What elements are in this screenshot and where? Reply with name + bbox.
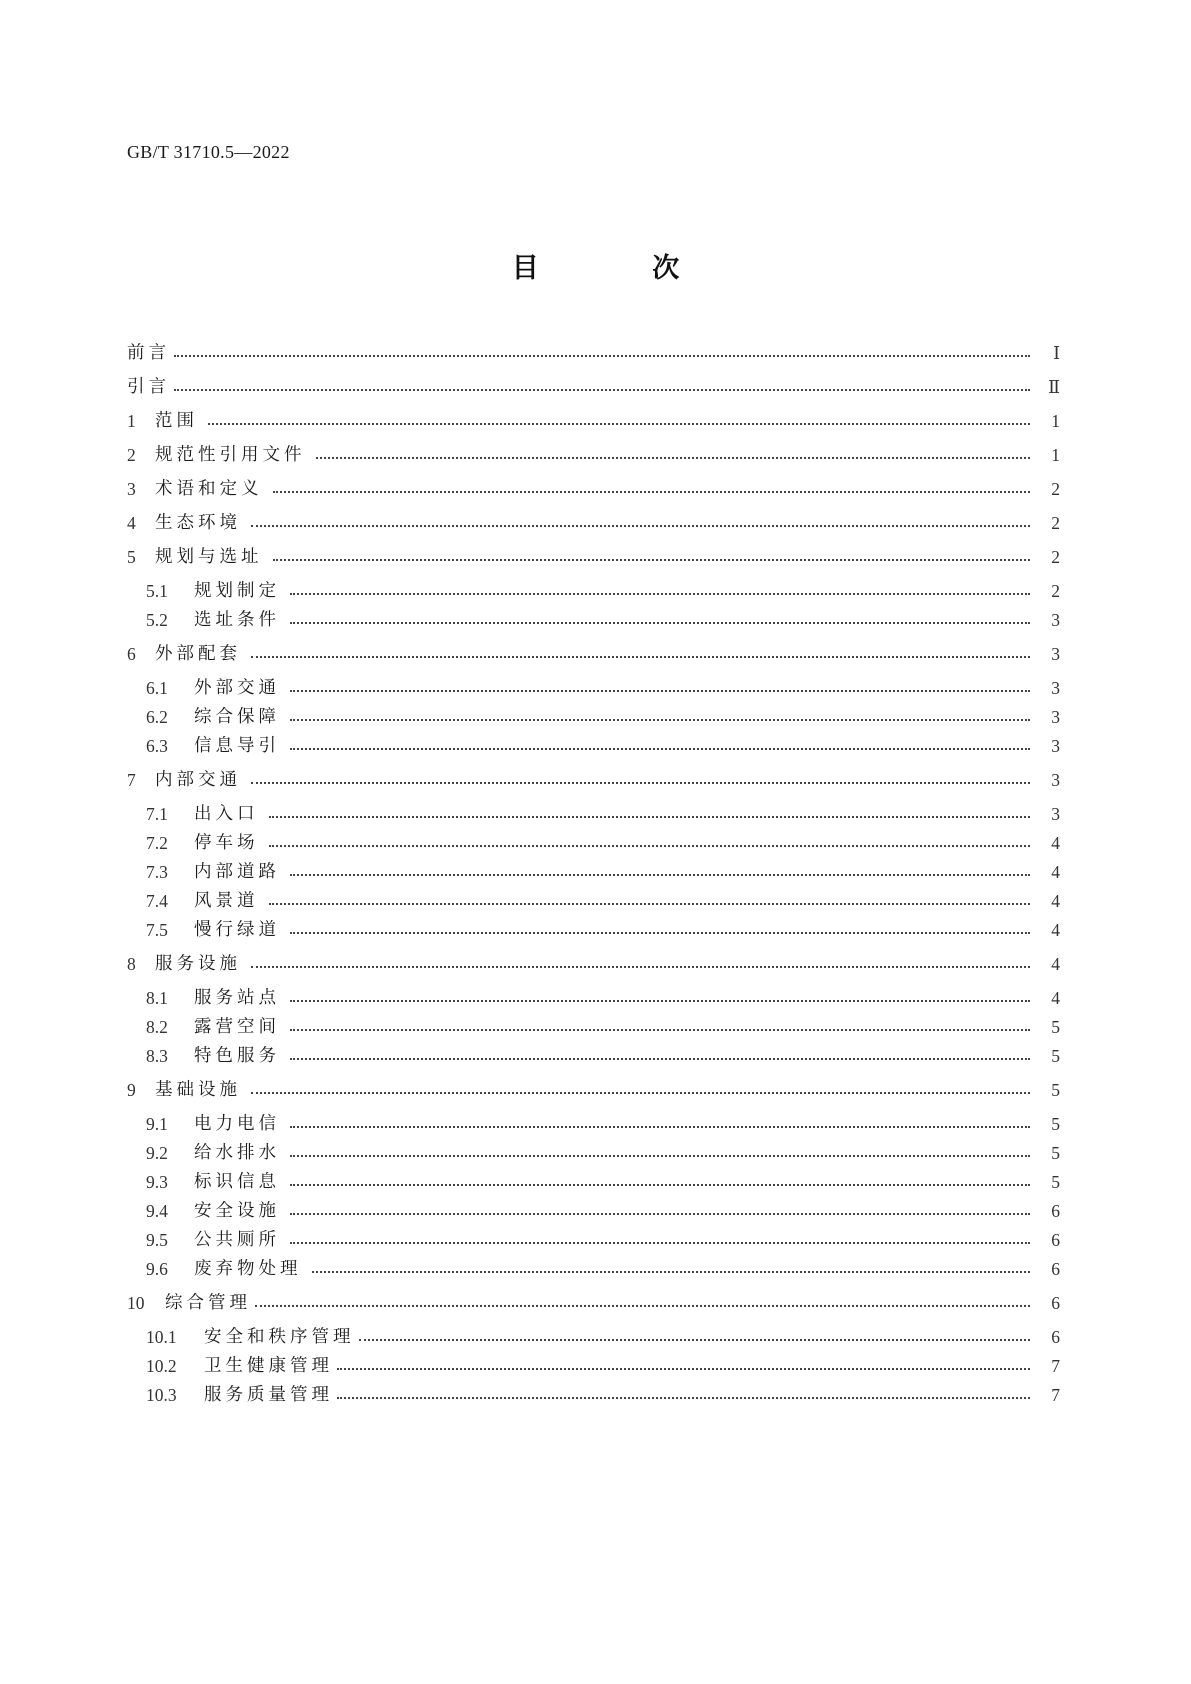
toc-entry-5[interactable] <box>127 544 1060 570</box>
toc-entry-number: 7.5 <box>146 920 168 940</box>
toc-page-number: 1 <box>1051 411 1060 431</box>
dot-leader <box>337 1382 1030 1408</box>
toc-page-number: 6 <box>1051 1230 1060 1250</box>
toc-page-number: 4 <box>1051 988 1060 1008</box>
dot-leader <box>290 917 1030 943</box>
toc-entry-label: 服务设施 <box>155 954 241 974</box>
toc-entry-6-2[interactable] <box>146 704 1060 730</box>
toc-page-number: 4 <box>1051 833 1060 853</box>
toc-entry-9-5[interactable] <box>146 1227 1060 1253</box>
toc-entry-number: 4 <box>127 513 136 533</box>
toc-entry-number: 9.5 <box>146 1230 168 1250</box>
toc-entry-number: 10.3 <box>146 1385 177 1405</box>
toc-entry-9[interactable] <box>127 1077 1060 1103</box>
toc-entry-label: 基础设施 <box>155 1080 241 1100</box>
toc-entry-6-1[interactable] <box>146 675 1060 701</box>
toc-entry-number: 10 <box>127 1293 145 1313</box>
toc-entry-8[interactable] <box>127 951 1060 977</box>
toc-entry-introduction[interactable] <box>127 374 1060 400</box>
toc-entry-8-1[interactable] <box>146 985 1060 1011</box>
toc-entry-9-6[interactable] <box>146 1256 1060 1282</box>
toc-entry-label: 风景道 <box>194 891 259 911</box>
toc-page-number: 5 <box>1051 1172 1060 1192</box>
toc-entry-label: 废弃物处理 <box>194 1259 302 1279</box>
toc-entry-label: 出入口 <box>194 804 259 824</box>
dot-leader <box>208 408 1030 434</box>
toc-page-number: 6 <box>1051 1201 1060 1221</box>
toc-page-number: 5 <box>1051 1114 1060 1134</box>
toc-entry-7-3[interactable] <box>146 859 1060 885</box>
dot-leader <box>251 641 1030 667</box>
toc-entry-label: 公共厕所 <box>194 1230 280 1250</box>
toc-page-number: 5 <box>1051 1080 1060 1100</box>
toc-entry-9-3[interactable] <box>146 1169 1060 1195</box>
toc-entry-label: 选址条件 <box>194 610 280 630</box>
dot-leader <box>316 442 1031 468</box>
dot-leader <box>290 1111 1030 1137</box>
dot-leader <box>174 374 1030 400</box>
dot-leader <box>269 888 1031 914</box>
toc-entry-label: 内部道路 <box>194 862 280 882</box>
toc-entry-number: 3 <box>127 479 136 499</box>
toc-page-number: 4 <box>1051 891 1060 911</box>
dot-leader <box>269 830 1031 856</box>
toc-entry-label: 露营空间 <box>194 1017 280 1037</box>
toc-entry-number: 8 <box>127 954 136 974</box>
dot-leader <box>290 1227 1030 1253</box>
toc-entry-number: 6.1 <box>146 678 168 698</box>
toc-entry-10-3[interactable] <box>146 1382 1060 1408</box>
toc-entry-number: 2 <box>127 445 136 465</box>
dot-leader <box>290 1014 1030 1040</box>
toc-page-number: 6 <box>1051 1327 1060 1347</box>
toc-entry-label: 服务质量管理 <box>204 1385 333 1405</box>
toc-entry-number: 6.3 <box>146 736 168 756</box>
toc-entry-number: 9.6 <box>146 1259 168 1279</box>
dot-leader <box>290 1198 1030 1224</box>
toc-entry-label: 特色服务 <box>194 1046 280 1066</box>
toc-page-number: 5 <box>1051 1017 1060 1037</box>
toc-entry-10[interactable] <box>127 1290 1060 1316</box>
toc-entry-label: 标识信息 <box>194 1172 280 1192</box>
dot-leader <box>273 476 1031 502</box>
toc-entry-10-2[interactable] <box>146 1353 1060 1379</box>
standard-code: GB/T 31710.5—2022 <box>127 142 290 162</box>
toc-entry-3[interactable] <box>127 476 1060 502</box>
toc-entry-10-1[interactable] <box>146 1324 1060 1350</box>
toc-entry-label: 服务站点 <box>194 988 280 1008</box>
toc-entry-label: 停车场 <box>194 833 259 853</box>
toc-entry-label: 范围 <box>155 411 198 431</box>
toc-entry-number: 10.2 <box>146 1356 177 1376</box>
dot-leader <box>269 801 1031 827</box>
toc-entry-label: 规划与选址 <box>155 547 263 567</box>
toc-entry-label: 给水排水 <box>194 1143 280 1163</box>
toc-entry-8-3[interactable] <box>146 1043 1060 1069</box>
toc-entry-number: 5.1 <box>146 581 168 601</box>
toc-entry-7-1[interactable] <box>146 801 1060 827</box>
dot-leader <box>251 1077 1030 1103</box>
dot-leader <box>290 733 1030 759</box>
toc-entry-6-3[interactable] <box>146 733 1060 759</box>
toc-entry-label: 电力电信 <box>194 1114 280 1134</box>
toc-page-number: 2 <box>1051 581 1060 601</box>
toc-entry-label: 综合管理 <box>165 1293 251 1313</box>
toc-entry-9-4[interactable] <box>146 1198 1060 1224</box>
toc-page-number: 4 <box>1051 920 1060 940</box>
toc-entry-label: 内部交通 <box>155 770 241 790</box>
toc-entry-number: 1 <box>127 411 136 431</box>
dot-leader <box>251 510 1030 536</box>
toc-entry-label: 慢行绿道 <box>194 920 280 940</box>
dot-leader <box>251 767 1030 793</box>
dot-leader <box>255 1290 1030 1316</box>
toc-entry-number: 6.2 <box>146 707 168 727</box>
toc-entry-number: 7.2 <box>146 833 168 853</box>
dot-leader <box>290 859 1030 885</box>
toc-title: 目 次 <box>511 253 732 284</box>
dot-leader <box>290 1043 1030 1069</box>
toc-page-number: 3 <box>1051 736 1060 756</box>
toc-entry-label: 安全设施 <box>194 1201 280 1221</box>
toc-entry-number: 5 <box>127 547 136 567</box>
toc-page-number: 3 <box>1051 770 1060 790</box>
dot-leader <box>337 1353 1030 1379</box>
toc-entry-8-2[interactable] <box>146 1014 1060 1040</box>
dot-leader <box>290 1169 1030 1195</box>
toc-page-number: 3 <box>1051 678 1060 698</box>
toc-entry-label: 外部配套 <box>155 644 241 664</box>
toc-entry-number: 9.3 <box>146 1172 168 1192</box>
toc-entry-label: 外部交通 <box>194 678 280 698</box>
toc-entry-label: 卫生健康管理 <box>204 1356 333 1376</box>
toc-entry-4[interactable] <box>127 510 1060 536</box>
toc-entry-7-5[interactable] <box>146 917 1060 943</box>
toc-page-number: 3 <box>1051 610 1060 630</box>
toc-entry-number: 6 <box>127 644 136 664</box>
toc-page-number: Ⅱ <box>1048 377 1060 397</box>
dot-leader <box>290 704 1030 730</box>
toc-entry-7-2[interactable] <box>146 830 1060 856</box>
toc-entry-number: 8.3 <box>146 1046 168 1066</box>
toc-entry-number: 8.1 <box>146 988 168 1008</box>
toc-entry-number: 7.4 <box>146 891 168 911</box>
toc-entry-number: 7 <box>127 770 136 790</box>
toc-entry-6[interactable] <box>127 641 1060 667</box>
dot-leader <box>174 340 1030 366</box>
toc-entry-5-1[interactable] <box>146 578 1060 604</box>
toc-page-number: 4 <box>1051 862 1060 882</box>
toc-page-number: 4 <box>1051 954 1060 974</box>
toc-entry-label: 安全和秩序管理 <box>204 1327 355 1347</box>
toc-entry-number: 9.4 <box>146 1201 168 1221</box>
toc-page-number: 5 <box>1051 1046 1060 1066</box>
toc-page-number: 3 <box>1051 644 1060 664</box>
toc-page-number: 2 <box>1051 513 1060 533</box>
toc-entry-number: 9.2 <box>146 1143 168 1163</box>
dot-leader <box>290 607 1030 633</box>
toc-entry-7[interactable] <box>127 767 1060 793</box>
dot-leader <box>290 985 1030 1011</box>
toc-page-number: 7 <box>1051 1356 1060 1376</box>
toc-entry-label: 引言 <box>127 377 170 397</box>
toc-entry-number: 9 <box>127 1080 136 1100</box>
toc-entry-label: 术语和定义 <box>155 479 263 499</box>
dot-leader <box>290 578 1030 604</box>
toc-page-number: 6 <box>1051 1293 1060 1313</box>
dot-leader <box>290 1140 1030 1166</box>
toc-entry-label: 综合保障 <box>194 707 280 727</box>
toc-page-number: 2 <box>1051 547 1060 567</box>
toc-entry-7-4[interactable] <box>146 888 1060 914</box>
toc-entry-9-2[interactable] <box>146 1140 1060 1166</box>
toc-entry-label: 信息导引 <box>194 736 280 756</box>
toc-page-number: 3 <box>1051 804 1060 824</box>
toc-entry-label: 前言 <box>127 343 170 363</box>
toc-entry-label: 规范性引用文件 <box>155 445 306 465</box>
toc-entry-9-1[interactable] <box>146 1111 1060 1137</box>
toc-entry-number: 10.1 <box>146 1327 177 1347</box>
toc-page-number: 1 <box>1051 445 1060 465</box>
toc-entry-number: 8.2 <box>146 1017 168 1037</box>
toc-entry-2[interactable] <box>127 442 1060 468</box>
dot-leader <box>359 1324 1031 1350</box>
dot-leader <box>251 951 1030 977</box>
toc-entry-number: 7.1 <box>146 804 168 824</box>
toc-page-number: 6 <box>1051 1259 1060 1279</box>
toc-entry-number: 5.2 <box>146 610 168 630</box>
dot-leader <box>290 675 1030 701</box>
toc-page-number: Ⅰ <box>1053 343 1060 363</box>
toc-entry-number: 7.3 <box>146 862 168 882</box>
toc-entry-5-2[interactable] <box>146 607 1060 633</box>
toc-page-number: 2 <box>1051 479 1060 499</box>
toc-entry-number: 9.1 <box>146 1114 168 1134</box>
dot-leader <box>312 1256 1031 1282</box>
toc-entry-preface[interactable] <box>127 340 1060 366</box>
toc-entry-label: 规划制定 <box>194 581 280 601</box>
dot-leader <box>273 544 1031 570</box>
toc-entry-1[interactable] <box>127 408 1060 434</box>
toc-page-number: 5 <box>1051 1143 1060 1163</box>
toc-page-number: 7 <box>1051 1385 1060 1405</box>
toc-page-number: 3 <box>1051 707 1060 727</box>
toc-entry-label: 生态环境 <box>155 513 241 533</box>
